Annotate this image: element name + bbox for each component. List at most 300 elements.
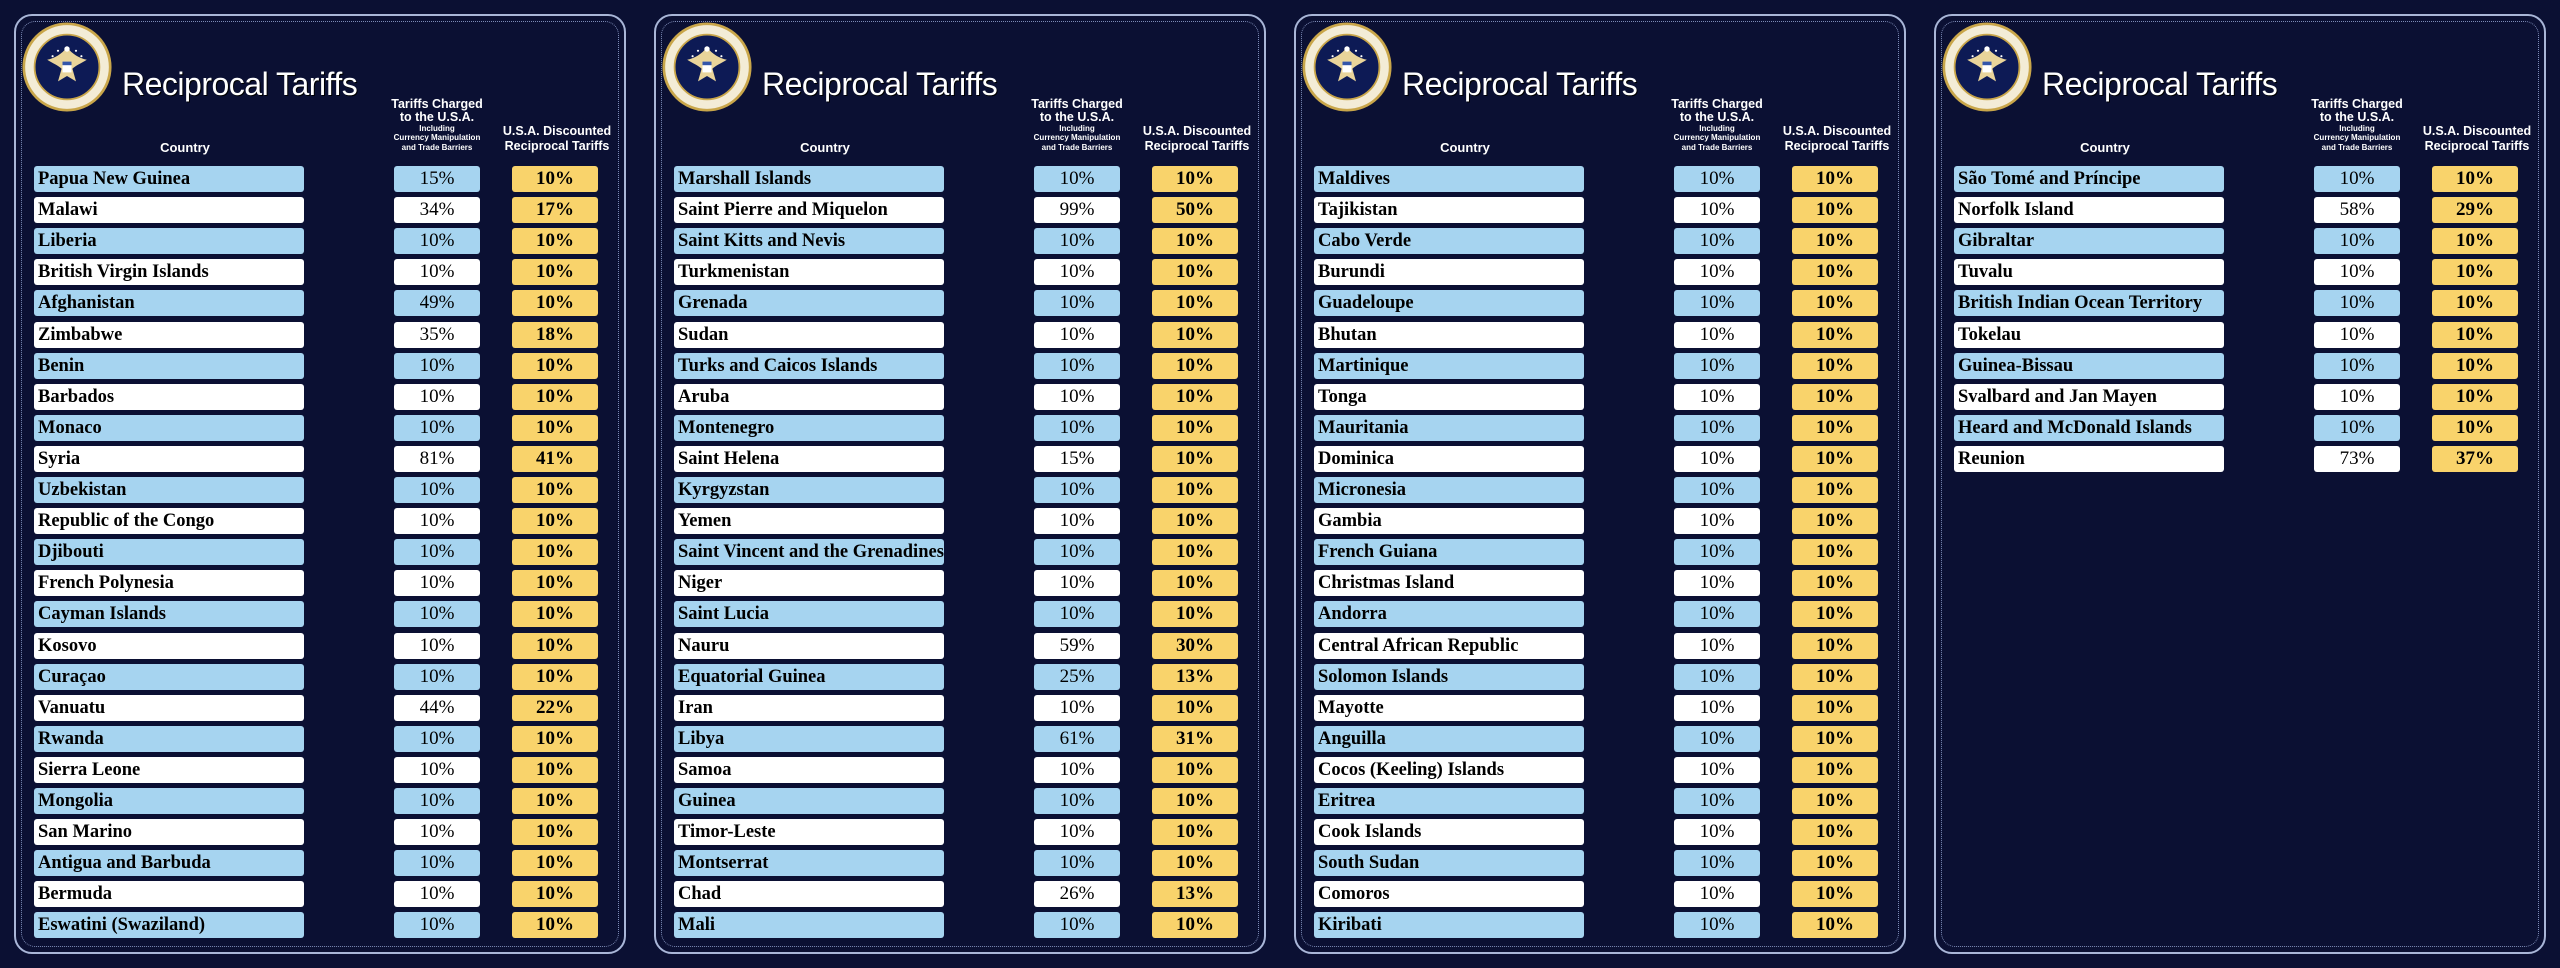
discounted-tariff-value: 10%: [1792, 819, 1878, 845]
tariff-charged-value: 10%: [1674, 197, 1760, 223]
column-header-tariffs-charged: Tariffs Charged to the U.S.A. Including Currency Manipulation and Trade Barriers: [2311, 97, 2403, 152]
discounted-tariff-value: 10%: [512, 788, 598, 814]
table-row: [640, 197, 1280, 223]
column-header-discounted-tariffs: U.S.A. Discounted Reciprocal Tariffs: [1142, 124, 1252, 153]
country-name: Gambia: [1314, 508, 1584, 534]
table-row: [0, 415, 640, 441]
discounted-tariff-value: 37%: [2432, 446, 2518, 472]
discounted-tariff-value: 10%: [1792, 881, 1878, 907]
tariff-charged-value: 34%: [394, 197, 480, 223]
discounted-tariff-value: 10%: [1152, 695, 1238, 721]
country-name: Timor-Leste: [674, 819, 944, 845]
table-row: [0, 850, 640, 876]
tariff-charged-value: 10%: [1034, 539, 1120, 565]
table-row: [1280, 757, 1920, 783]
tariff-panel-1: [0, 0, 640, 968]
country-name: Saint Vincent and the Grenadines: [674, 539, 944, 565]
table-row: [640, 166, 1280, 192]
tariff-charged-value: 10%: [1034, 415, 1120, 441]
discounted-tariff-value: 10%: [512, 819, 598, 845]
tariff-charged-value: 73%: [2314, 446, 2400, 472]
table-row: [1280, 353, 1920, 379]
country-name: Turkmenistan: [674, 259, 944, 285]
tariff-charged-value: 10%: [1674, 850, 1760, 876]
table-row: [1920, 446, 2560, 472]
country-name: Iran: [674, 695, 944, 721]
tariff-charged-value: 10%: [394, 384, 480, 410]
table-row: [640, 228, 1280, 254]
discounted-tariff-value: 10%: [2432, 353, 2518, 379]
country-name: Eswatini (Swaziland): [34, 912, 304, 938]
discounted-tariff-value: 10%: [1792, 322, 1878, 348]
discounted-tariff-value: 10%: [1792, 664, 1878, 690]
table-row: [1280, 664, 1920, 690]
tariff-charged-value: 10%: [1674, 415, 1760, 441]
table-row: [1280, 819, 1920, 845]
tariff-charged-value: 10%: [1674, 446, 1760, 472]
country-name: Vanuatu: [34, 695, 304, 721]
country-name: Cayman Islands: [34, 601, 304, 627]
country-name: Micronesia: [1314, 477, 1584, 503]
tariff-charged-value: 10%: [1674, 384, 1760, 410]
discounted-tariff-value: 10%: [512, 570, 598, 596]
table-row: [1920, 259, 2560, 285]
tariff-charged-value: 10%: [394, 726, 480, 752]
column-header-discounted-tariffs: U.S.A. Discounted Reciprocal Tariffs: [1782, 124, 1892, 153]
discounted-tariff-value: 10%: [1152, 384, 1238, 410]
country-name: Equatorial Guinea: [674, 664, 944, 690]
country-name: Tuvalu: [1954, 259, 2224, 285]
country-name: Cabo Verde: [1314, 228, 1584, 254]
tariff-charged-value: 10%: [1674, 601, 1760, 627]
discounted-tariff-value: 10%: [512, 384, 598, 410]
country-name: Sudan: [674, 322, 944, 348]
column-header-country: Country: [160, 140, 210, 155]
table-row: [1920, 353, 2560, 379]
tariff-charged-value: 10%: [1034, 259, 1120, 285]
tariff-charged-value: 10%: [1674, 726, 1760, 752]
discounted-tariff-value: 10%: [512, 726, 598, 752]
discounted-tariff-value: 10%: [2432, 290, 2518, 316]
tariff-charged-value: 10%: [394, 508, 480, 534]
table-row: [640, 601, 1280, 627]
country-name: Gibraltar: [1954, 228, 2224, 254]
discounted-tariff-value: 10%: [512, 539, 598, 565]
discounted-tariff-value: 29%: [2432, 197, 2518, 223]
tariff-charged-value: 10%: [394, 664, 480, 690]
table-row: [640, 353, 1280, 379]
discounted-tariff-value: 10%: [1152, 819, 1238, 845]
tariff-charged-value: 10%: [1674, 881, 1760, 907]
tariff-charged-value: 10%: [394, 881, 480, 907]
table-row: [1280, 508, 1920, 534]
tariff-charged-value: 10%: [1674, 477, 1760, 503]
table-row: [640, 881, 1280, 907]
discounted-tariff-value: 10%: [1152, 570, 1238, 596]
tariff-charged-value: 10%: [1674, 633, 1760, 659]
country-name: Andorra: [1314, 601, 1584, 627]
table-row: [640, 446, 1280, 472]
table-row: [0, 881, 640, 907]
tariff-charged-value: 10%: [1034, 788, 1120, 814]
discounted-tariff-value: 10%: [512, 912, 598, 938]
table-row: [1920, 322, 2560, 348]
tariff-charged-value: 58%: [2314, 197, 2400, 223]
discounted-tariff-value: 10%: [1792, 477, 1878, 503]
tariff-charged-value: 10%: [1034, 384, 1120, 410]
country-name: Christmas Island: [1314, 570, 1584, 596]
discounted-tariff-value: 10%: [512, 228, 598, 254]
table-row: [0, 384, 640, 410]
tariff-charged-value: 59%: [1034, 633, 1120, 659]
country-name: Comoros: [1314, 881, 1584, 907]
column-header-country: Country: [1440, 140, 1490, 155]
discounted-tariff-value: 10%: [1152, 539, 1238, 565]
country-name: Montserrat: [674, 850, 944, 876]
tariff-charged-value: 10%: [1674, 539, 1760, 565]
tariff-charged-value: 10%: [2314, 353, 2400, 379]
discounted-tariff-value: 10%: [512, 881, 598, 907]
tariff-charged-value: 10%: [2314, 290, 2400, 316]
table-row: [0, 508, 640, 534]
column-header-country: Country: [800, 140, 850, 155]
table-row: [640, 290, 1280, 316]
country-name: Marshall Islands: [674, 166, 944, 192]
column-header-discounted-tariffs: U.S.A. Discounted Reciprocal Tariffs: [502, 124, 612, 153]
discounted-tariff-value: 18%: [512, 322, 598, 348]
tariff-charged-value: 10%: [1034, 322, 1120, 348]
table-row: [640, 633, 1280, 659]
discounted-tariff-value: 10%: [512, 477, 598, 503]
country-name: Norfolk Island: [1954, 197, 2224, 223]
tariff-charged-value: 10%: [1034, 819, 1120, 845]
discounted-tariff-value: 10%: [1792, 912, 1878, 938]
tariff-charged-value: 10%: [394, 601, 480, 627]
country-name: Djibouti: [34, 539, 304, 565]
discounted-tariff-value: 10%: [512, 850, 598, 876]
discounted-tariff-value: 10%: [1792, 539, 1878, 565]
country-name: Kosovo: [34, 633, 304, 659]
table-row: [1280, 912, 1920, 938]
table-row: [1280, 290, 1920, 316]
discounted-tariff-value: 10%: [1152, 757, 1238, 783]
tariff-charged-value: 10%: [1034, 601, 1120, 627]
presidential-seal-icon: [662, 22, 752, 112]
table-row: [1280, 446, 1920, 472]
country-name: Mali: [674, 912, 944, 938]
country-name: Maldives: [1314, 166, 1584, 192]
tariff-charged-value: 10%: [1034, 850, 1120, 876]
discounted-tariff-value: 10%: [1792, 788, 1878, 814]
tariff-charged-value: 10%: [394, 633, 480, 659]
column-header-tariffs-charged: Tariffs Charged to the U.S.A. Including Currency Manipulation and Trade Barriers: [1031, 97, 1123, 152]
tariff-charged-value: 10%: [394, 477, 480, 503]
discounted-tariff-value: 10%: [1792, 384, 1878, 410]
table-row: [640, 539, 1280, 565]
discounted-tariff-value: 10%: [1152, 415, 1238, 441]
tariff-charged-value: 10%: [1674, 166, 1760, 192]
panel-frame: [1934, 14, 2546, 954]
country-name: British Virgin Islands: [34, 259, 304, 285]
page-title: Reciprocal Tariffs: [122, 66, 358, 102]
table-row: [1920, 166, 2560, 192]
tariff-charged-value: 61%: [1034, 726, 1120, 752]
discounted-tariff-value: 10%: [1152, 259, 1238, 285]
discounted-tariff-value: 13%: [1152, 881, 1238, 907]
table-row: [640, 259, 1280, 285]
table-row: [640, 819, 1280, 845]
country-name: Guinea: [674, 788, 944, 814]
country-name: Papua New Guinea: [34, 166, 304, 192]
table-row: [0, 197, 640, 223]
table-row: [0, 664, 640, 690]
tariff-charged-value: 10%: [394, 353, 480, 379]
country-name: Kyrgyzstan: [674, 477, 944, 503]
discounted-tariff-value: 10%: [2432, 322, 2518, 348]
table-row: [640, 508, 1280, 534]
discounted-tariff-value: 10%: [512, 353, 598, 379]
discounted-tariff-value: 10%: [1792, 353, 1878, 379]
country-name: Mayotte: [1314, 695, 1584, 721]
country-name: Libya: [674, 726, 944, 752]
country-name: Tonga: [1314, 384, 1584, 410]
country-name: French Guiana: [1314, 539, 1584, 565]
discounted-tariff-value: 13%: [1152, 664, 1238, 690]
tariff-charged-value: 10%: [1034, 508, 1120, 534]
discounted-tariff-value: 10%: [1792, 601, 1878, 627]
column-header-tariffs-charged: Tariffs Charged to the U.S.A. Including Currency Manipulation and Trade Barriers: [391, 97, 483, 152]
discounted-tariff-value: 22%: [512, 695, 598, 721]
column-header-country: Country: [2080, 140, 2130, 155]
table-row: [0, 695, 640, 721]
country-name: Saint Kitts and Nevis: [674, 228, 944, 254]
country-name: Afghanistan: [34, 290, 304, 316]
table-row: [1280, 322, 1920, 348]
tariff-charged-value: 10%: [2314, 166, 2400, 192]
table-row: [0, 353, 640, 379]
country-name: Cook Islands: [1314, 819, 1584, 845]
country-name: Tokelau: [1954, 322, 2224, 348]
country-name: Reunion: [1954, 446, 2224, 472]
table-row: [0, 166, 640, 192]
discounted-tariff-value: 50%: [1152, 197, 1238, 223]
table-row: [0, 601, 640, 627]
table-row: [0, 477, 640, 503]
discounted-tariff-value: 10%: [1152, 477, 1238, 503]
tariff-charged-value: 10%: [1034, 228, 1120, 254]
discounted-tariff-value: 10%: [1792, 197, 1878, 223]
table-row: [0, 259, 640, 285]
discounted-tariff-value: 31%: [1152, 726, 1238, 752]
country-name: Sierra Leone: [34, 757, 304, 783]
discounted-tariff-value: 10%: [1792, 633, 1878, 659]
discounted-tariff-value: 10%: [1792, 290, 1878, 316]
country-name: Republic of the Congo: [34, 508, 304, 534]
tariff-charged-value: 49%: [394, 290, 480, 316]
country-name: Bhutan: [1314, 322, 1584, 348]
table-row: [640, 695, 1280, 721]
discounted-tariff-value: 10%: [1152, 850, 1238, 876]
tariff-charged-value: 10%: [1674, 353, 1760, 379]
discounted-tariff-value: 10%: [1792, 726, 1878, 752]
discounted-tariff-value: 10%: [1792, 508, 1878, 534]
table-row: [0, 570, 640, 596]
table-row: [0, 757, 640, 783]
discounted-tariff-value: 10%: [1792, 850, 1878, 876]
tariff-panel-3: [1280, 0, 1920, 968]
country-name: Grenada: [674, 290, 944, 316]
tariff-charged-value: 10%: [1674, 912, 1760, 938]
country-name: Samoa: [674, 757, 944, 783]
country-name: Dominica: [1314, 446, 1584, 472]
discounted-tariff-value: 10%: [512, 601, 598, 627]
column-header-discounted-tariffs: U.S.A. Discounted Reciprocal Tariffs: [2422, 124, 2532, 153]
discounted-tariff-value: 10%: [2432, 384, 2518, 410]
country-name: Guadeloupe: [1314, 290, 1584, 316]
tariff-charged-value: 15%: [394, 166, 480, 192]
country-name: French Polynesia: [34, 570, 304, 596]
discounted-tariff-value: 10%: [512, 633, 598, 659]
discounted-tariff-value: 10%: [2432, 259, 2518, 285]
tariff-charged-value: 10%: [1034, 353, 1120, 379]
country-name: Curaçao: [34, 664, 304, 690]
discounted-tariff-value: 10%: [1792, 259, 1878, 285]
table-row: [1280, 415, 1920, 441]
tariff-charged-value: 35%: [394, 322, 480, 348]
country-name: Uzbekistan: [34, 477, 304, 503]
table-row: [0, 788, 640, 814]
table-row: [640, 570, 1280, 596]
page-title: Reciprocal Tariffs: [2042, 66, 2278, 102]
table-row: [640, 757, 1280, 783]
table-row: [1280, 539, 1920, 565]
table-row: [0, 446, 640, 472]
discounted-tariff-value: 10%: [512, 259, 598, 285]
country-name: Barbados: [34, 384, 304, 410]
tariff-charged-value: 10%: [394, 788, 480, 814]
country-name: Nauru: [674, 633, 944, 659]
country-name: Syria: [34, 446, 304, 472]
page-title: Reciprocal Tariffs: [762, 66, 998, 102]
country-name: Guinea-Bissau: [1954, 353, 2224, 379]
tariff-charged-value: 10%: [394, 819, 480, 845]
country-name: Saint Helena: [674, 446, 944, 472]
discounted-tariff-value: 10%: [1152, 508, 1238, 534]
country-name: San Marino: [34, 819, 304, 845]
table-row: [0, 633, 640, 659]
discounted-tariff-value: 30%: [1152, 633, 1238, 659]
discounted-tariff-value: 10%: [1792, 415, 1878, 441]
country-name: Kiribati: [1314, 912, 1584, 938]
discounted-tariff-value: 10%: [1792, 446, 1878, 472]
country-name: Cocos (Keeling) Islands: [1314, 757, 1584, 783]
discounted-tariff-value: 10%: [512, 166, 598, 192]
tariff-charged-value: 10%: [2314, 259, 2400, 285]
discounted-tariff-value: 10%: [1152, 912, 1238, 938]
table-row: [1280, 881, 1920, 907]
table-row: [1920, 290, 2560, 316]
tariff-charged-value: 10%: [1674, 695, 1760, 721]
column-header-tariffs-charged: Tariffs Charged to the U.S.A. Including Currency Manipulation and Trade Barriers: [1671, 97, 1763, 152]
discounted-tariff-value: 17%: [512, 197, 598, 223]
tariff-charged-value: 10%: [1674, 290, 1760, 316]
tariff-charged-value: 10%: [1674, 757, 1760, 783]
country-name: Bermuda: [34, 881, 304, 907]
country-name: Yemen: [674, 508, 944, 534]
tariff-charged-value: 44%: [394, 695, 480, 721]
country-name: Martinique: [1314, 353, 1584, 379]
tariff-charged-value: 10%: [1674, 819, 1760, 845]
tariff-charged-value: 26%: [1034, 881, 1120, 907]
table-row: [1920, 197, 2560, 223]
tariff-charged-value: 81%: [394, 446, 480, 472]
country-name: Tajikistan: [1314, 197, 1584, 223]
tariff-charged-value: 10%: [1034, 570, 1120, 596]
table-row: [640, 477, 1280, 503]
tariff-charged-value: 25%: [1034, 664, 1120, 690]
tariff-charged-value: 10%: [2314, 322, 2400, 348]
tariff-charged-value: 99%: [1034, 197, 1120, 223]
table-row: [1280, 633, 1920, 659]
discounted-tariff-value: 10%: [1152, 788, 1238, 814]
tariff-charged-value: 10%: [394, 539, 480, 565]
tariff-charged-value: 10%: [394, 228, 480, 254]
discounted-tariff-value: 10%: [1792, 695, 1878, 721]
table-row: [0, 539, 640, 565]
table-row: [1280, 166, 1920, 192]
presidential-seal-icon: [22, 22, 112, 112]
country-name: Niger: [674, 570, 944, 596]
country-name: Benin: [34, 353, 304, 379]
table-row: [640, 384, 1280, 410]
discounted-tariff-value: 10%: [1152, 322, 1238, 348]
country-name: Mongolia: [34, 788, 304, 814]
page-title: Reciprocal Tariffs: [1402, 66, 1638, 102]
tariff-charged-value: 10%: [394, 570, 480, 596]
table-row: [1920, 228, 2560, 254]
discounted-tariff-value: 10%: [1152, 166, 1238, 192]
tariff-charged-value: 10%: [2314, 415, 2400, 441]
table-row: [640, 726, 1280, 752]
tariff-charged-value: 10%: [1674, 322, 1760, 348]
table-row: [640, 850, 1280, 876]
discounted-tariff-value: 10%: [1152, 290, 1238, 316]
country-name: Antigua and Barbuda: [34, 850, 304, 876]
country-name: Saint Pierre and Miquelon: [674, 197, 944, 223]
country-name: Svalbard and Jan Mayen: [1954, 384, 2224, 410]
tariff-charged-value: 10%: [1674, 788, 1760, 814]
discounted-tariff-value: 10%: [512, 415, 598, 441]
presidential-seal-icon: [1302, 22, 1392, 112]
tariff-charged-value: 10%: [1674, 570, 1760, 596]
table-row: [1920, 384, 2560, 410]
discounted-tariff-value: 10%: [1152, 228, 1238, 254]
tariff-charged-value: 10%: [394, 757, 480, 783]
country-name: Burundi: [1314, 259, 1584, 285]
table-row: [1280, 601, 1920, 627]
table-row: [0, 322, 640, 348]
tariff-charged-value: 10%: [2314, 384, 2400, 410]
tariff-charged-value: 10%: [2314, 228, 2400, 254]
country-name: Zimbabwe: [34, 322, 304, 348]
tariff-charged-value: 15%: [1034, 446, 1120, 472]
table-row: [1280, 384, 1920, 410]
discounted-tariff-value: 10%: [1152, 353, 1238, 379]
discounted-tariff-value: 10%: [1152, 446, 1238, 472]
discounted-tariff-value: 10%: [512, 290, 598, 316]
country-name: Malawi: [34, 197, 304, 223]
discounted-tariff-value: 10%: [2432, 415, 2518, 441]
